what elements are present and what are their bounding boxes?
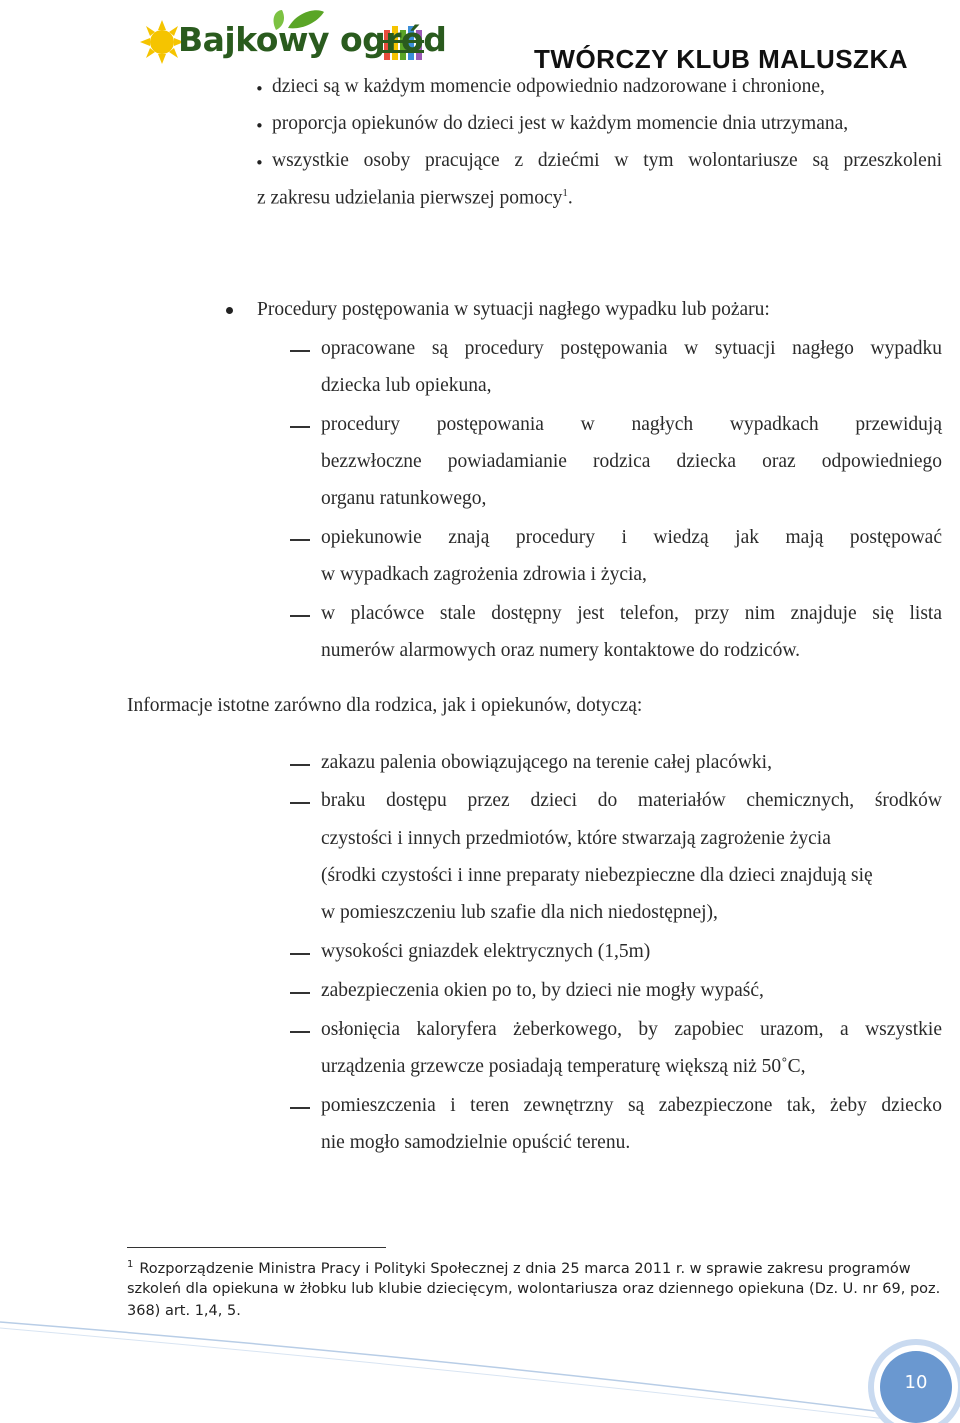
intro-bullet-3-cont-text: z zakresu udzielania pierwszej pomocy [257, 187, 563, 209]
bullet-icon: • [255, 154, 264, 172]
info-item-5-line-2: urządzenia grzewcze posiadają temperaturę większą niż 50˚C, [321, 1056, 806, 1077]
intro-bullet-3-cont [257, 187, 573, 210]
info-item-6-line-1: pomieszczenia i teren zewnętrzny są zabezpieczone tak, żeby dziecko [321, 1095, 942, 1116]
info-item-4-line-1: zabezpieczenia okien po to, by dzieci nie mogły wypaść, [321, 980, 764, 1001]
club-title: TWÓRCZY KLUB MALUSZKA [534, 44, 908, 74]
info-item-2-line-3: (środki czystości i inne preparaty niebezpieczne dla dzieci znajdują się [321, 865, 873, 886]
section-bullet-icon [226, 307, 233, 314]
info-item-2-line-1: braku dostępu przez dzieci do materiałów chemicznych, środków [321, 790, 942, 811]
info-item-6-line-2: nie mogło samodzielnie opuścić terenu. [321, 1132, 631, 1153]
dash-icon [290, 1107, 310, 1109]
bullet-icon: • [255, 117, 264, 135]
info-item-5-line-1: osłonięcia kaloryfera żeberkowego, by zapobiec urazom, a wszystkie [321, 1019, 942, 1040]
dash-icon [290, 764, 310, 766]
dash-icon [290, 802, 310, 804]
dash-icon [290, 992, 310, 994]
bullet-icon: • [255, 80, 264, 98]
dash-icon [290, 350, 310, 352]
dash-icon [290, 426, 310, 428]
footnote-line-2: szkoleń dla opiekuna w żłobku lub klubie dziecięcym, wolontariusza oraz dziennego opiekuna (Dz. U. nr 69, poz. [127, 1281, 941, 1297]
dash-icon [290, 615, 310, 617]
procedures-heading: Procedury postępowania w sytuacji nagłego wypadku lub pożaru: [257, 299, 770, 320]
info-item-2-line-4: w pomieszczeniu lub szafie dla nich niedostępnej), [321, 902, 718, 923]
footnote-line-3: 368) art. 1,4, 5. [127, 1303, 241, 1319]
procedure-item-1-line-1: opracowane są procedury postępowania w sytuacji nagłego wypadku [321, 338, 942, 359]
page-number: 10 [904, 1372, 928, 1393]
intro-bullet-2: proporcja opiekunów do dzieci jest w każdym momencie dnia utrzymana, [272, 113, 849, 134]
info-item-1-line-1: zakazu palenia obowiązującego na terenie całej placówki, [321, 752, 772, 773]
procedure-item-3-line-2: w wypadkach zagrożenia zdrowia i życia, [321, 564, 647, 585]
intro-bullet-1: dzieci są w każdym momencie odpowiednio nadzorowane i chronione, [272, 76, 825, 97]
logo [138, 6, 447, 72]
info-heading: Informacje istotne zarówno dla rodzica, jak i opiekunów, dotyczą: [127, 695, 643, 716]
procedure-item-4-line-2: numerów alarmowych oraz numery kontaktowe do rodziców. [321, 640, 801, 661]
page-decoration [0, 1300, 960, 1423]
intro-end: . [567, 187, 573, 209]
procedure-item-2-line-2: bezzwłoczne powiadamianie rodzica dziecka oraz odpowiedniego [321, 451, 942, 472]
logo-text: Bajkowy ogród [178, 20, 447, 59]
dash-icon [290, 953, 310, 955]
procedure-item-1-line-2: dziecka lub opiekuna, [321, 375, 492, 396]
info-item-2-line-2: czystości i innych przedmiotów, które stwarzają zagrożenie życia [321, 828, 831, 849]
procedure-item-4-line-1: w placówce stale dostępny jest telefon, przy nim znajduje się lista [321, 603, 942, 624]
footnote-divider [127, 1247, 386, 1248]
footnote-line-1 [127, 1259, 911, 1277]
intro-bullet-3: wszystkie osoby pracujące z dziećmi w tym wolontariusze są przeszkoleni [272, 150, 942, 171]
footnote-text-1: Rozporządzenie Ministra Pracy i Polityki Społecznej z dnia 25 marca 2011 r. w sprawie zakresu programów [139, 1260, 911, 1277]
footnote-ref: 1 [562, 187, 568, 199]
info-item-3-line-1: wysokości gniazdek elektrycznych (1,5m) [321, 941, 651, 962]
procedure-item-2-line-1: procedury postępowania w nagłych wypadkach przewidują [321, 414, 942, 435]
procedure-item-2-line-3: organu ratunkowego, [321, 488, 487, 509]
footnote-marker: 1 [127, 1259, 134, 1270]
dash-icon [290, 1031, 310, 1033]
procedure-item-3-line-1: opiekunowie znają procedury i wiedzą jak mają postępować [321, 527, 942, 548]
dash-icon [290, 539, 310, 541]
